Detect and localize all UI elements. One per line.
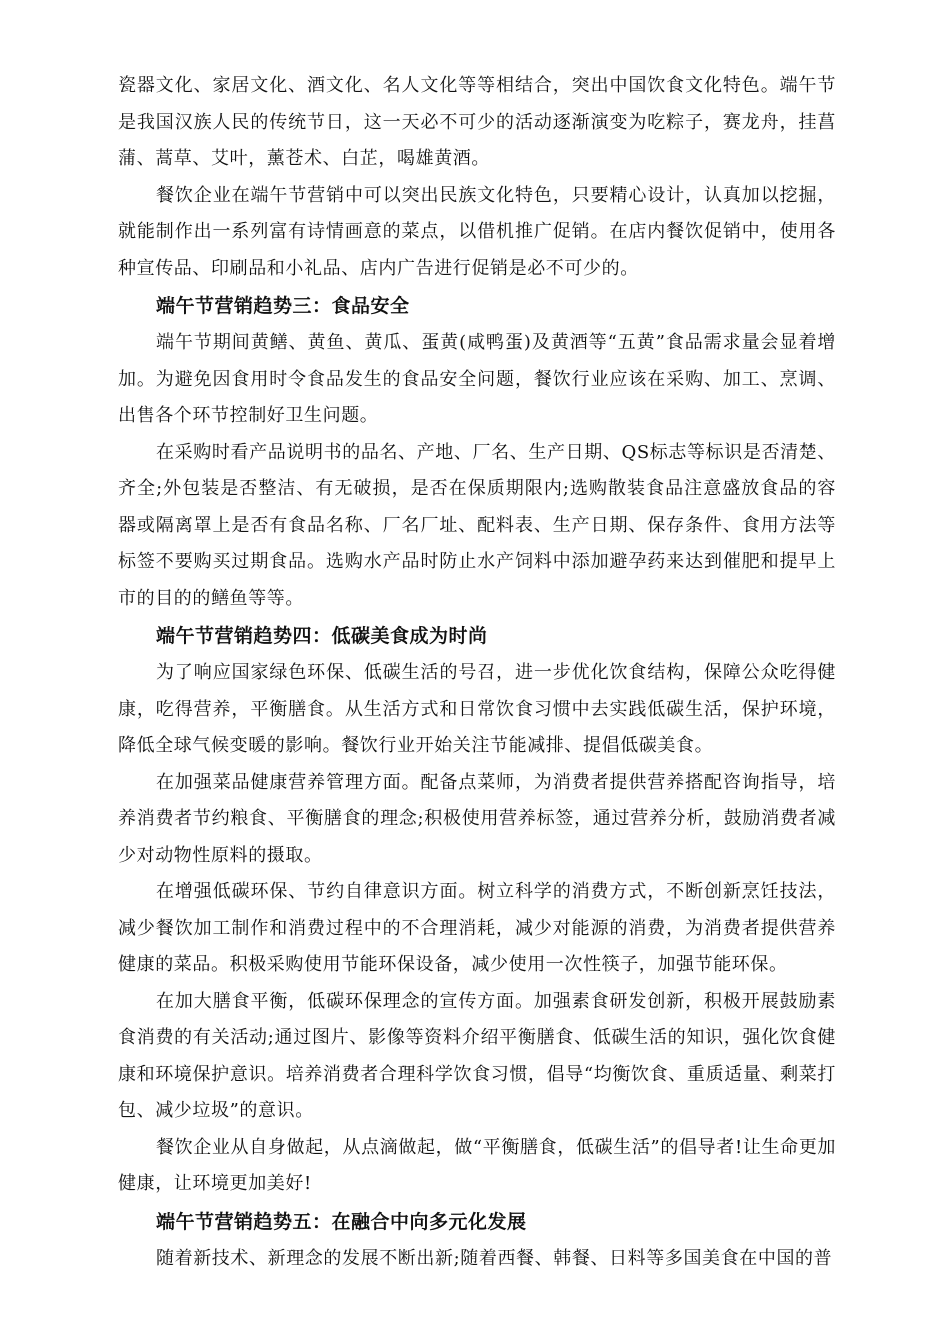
paragraph: 瓷器文化、家居文化、酒文化、名人文化等等相结合，突出中国饮食文化特色。端午节是我国汉族人民的传统节日，这一天必不可少的活动逐渐演变为吃粽子，赛龙舟，挂菖蒲、蒿草、艾叶，薰苍术、白芷，喝雄黄酒。	[118, 75, 836, 169]
paragraph: 在加大膳食平衡，低碳环保理念的宣传方面。加强素食研发创新，积极开展鼓励素食消费的有关活动;通过图片、影像等资料介绍平衡膳食、低碳生活的知识，强化饮食健康和环境保护意识。培养消费者合理科学饮食习惯，倡导“均衡饮食、重质适量、剩菜打包、减少垃圾”的意识。	[118, 990, 836, 1121]
section-heading: 端午节营销趋势四：低碳美食成为时尚	[156, 625, 488, 647]
paragraph: 为了响应国家绿色环保、低碳生活的号召，进一步优化饮食结构，保障公众吃得健康，吃得营养，平衡膳食。从生活方式和日常饮食习惯中去实践低碳生活，保护环境，降低全球气候变暖的影响。餐饮行业开始关注节能减排、提倡低碳美食。	[118, 662, 836, 756]
document-body	[118, 68, 836, 1277]
paragraph: 在采购时看产品说明书的品名、产地、厂名、生产日期、QS标志等标识是否清楚、齐全;外包装是否整洁、有无破损，是否在保质期限内;选购散装食品注意盛放食品的容器或隔离罩上是否有食品名称、厂名厂址、配料表、生产日期、保存条件、食用方法等标签不要购买过期食品。选购水产品时防止水产饲料中添加避孕药来达到催肥和提早上市的目的的鳝鱼等等。	[118, 441, 836, 609]
paragraph: 端午节期间黄鳝、黄鱼、黄瓜、蛋黄(咸鸭蛋)及黄酒等“五黄”食品需求量会显着增加。为避免因食用时令食品发生的食品安全问题，餐饮行业应该在采购、加工、烹调、出售各个环节控制好卫生问题。	[118, 332, 836, 426]
paragraph: 餐饮企业在端午节营销中可以突出民族文化特色，只要精心设计，认真加以挖掘，就能制作出一系列富有诗情画意的菜点，以借机推广促销。在店内餐饮促销中，使用各种宣传品、印刷品和小礼品、店内广告进行促销是必不可少的。	[118, 184, 836, 279]
paragraph: 餐饮企业从自身做起，从点滴做起，做“平衡膳食，低碳生活”的倡导者!让生命更加健康，让环境更加美好!	[118, 1136, 836, 1194]
paragraph: 在增强低碳环保、节约自律意识方面。树立科学的消费方式，不断创新烹饪技法，减少餐饮加工制作和消费过程中的不合理消耗，减少对能源的消费，为消费者提供营养健康的菜品。积极采购使用节能环保设备，减少使用一次性筷子，加强节能环保。	[118, 881, 836, 975]
paragraph: 在加强菜品健康营养管理方面。配备点菜师，为消费者提供营养搭配咨询指导，培养消费者节约粮食、平衡膳食的理念;积极使用营养标签，通过营养分析，鼓励消费者减少对动物性原料的摄取。	[118, 771, 836, 866]
section-heading: 端午节营销趋势三：食品安全	[156, 295, 410, 317]
paragraph: 随着新技术、新理念的发展不断出新;随着西餐、韩餐、日料等多国美食在中国的普	[156, 1247, 833, 1269]
section-heading: 端午节营销趋势五：在融合中向多元化发展	[156, 1210, 527, 1233]
